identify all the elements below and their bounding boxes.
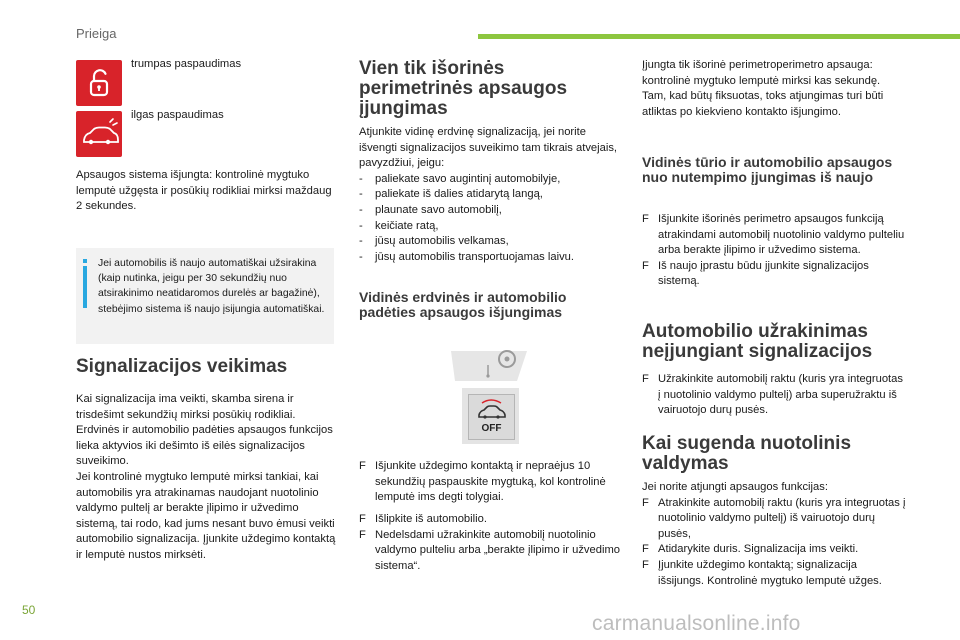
list-item: F Išjunkite išorinės perimetro apsaugos funkciją atrakindami automobilį nuotolinio valdymo pulteliu arba berakte įlipimo ir užvedimo sistema. [642, 213, 905, 257]
heading-alarm-operation: Signalizacijos veikimas [76, 356, 288, 377]
list-item: F Atidarykite duris. Signalizacija ims veikti. [642, 543, 859, 556]
list-item: F Nedelsdami užrakinkite automobilį nuotolinio valdymo pulteliu arba „berakte įlipimo ir užvedimo sistema“. [359, 528, 620, 572]
short-press-label: trumpas paspaudimas [131, 58, 242, 70]
heading-lock-without-alarm: Automobilio užrakinimas neįjungiant signalizacijos [642, 321, 873, 362]
info-icon [83, 259, 87, 311]
alarm-paragraph: Kai signalizacija ima veikti, skamba sirena ir trisdešimt sekundžių mirksi posūkių rodikliai. [76, 393, 296, 421]
heading-remote-failure: Kai sugenda nuotolinis valdymas [642, 433, 852, 474]
list-item: - keičiate ratą, [359, 219, 439, 232]
list-item: - jūsų automobilis velkamas, [359, 235, 509, 248]
list-item: F Išjunkite uždegimo kontaktą ir nepraėjus 10 sekundžių paspauskite mygtuką, kol kontrolinė lemputė ims degti tolygiai. [359, 460, 606, 504]
off-button-frame [462, 388, 519, 444]
list-item: F Įjunkite uždegimo kontaktą; signalizacija išsijungs. Kontrolinė mygtuko lemputė užges. [642, 558, 882, 587]
long-press-label: ilgas paspaudimas [131, 109, 224, 121]
list-item: F Užrakinkite automobilį raktu (kuris yra integruotas į nuotolinio valdymo pultelį) arba superužraktu iš vairuotojo durų pusės. [642, 373, 903, 417]
car-alarm-icon [76, 111, 122, 157]
alarm-off-button[interactable] [468, 394, 515, 440]
lock-list [642, 372, 906, 419]
alarm-paragraph: Jei kontrolinė mygtuko lemputė mirksi tankiai, kai automobilis yra atrakinamas naudojant nuotolinio valdymo pultelį ar berakte įlipimo ir užvedimo sistemą, tai rodo, kad jums nesant buvo ėmusi veikti automobilio signalizacija. Įjunkite uždegimo kontaktą ir lemputė nustos mirksėti. [76, 470, 336, 561]
list-item: - paliekate savo augintinį automobilyje, [359, 172, 561, 185]
car-alarm-icon [469, 395, 514, 423]
page-number: 50 [22, 603, 36, 617]
section-title: Prieiga [76, 26, 117, 41]
list-item: F Iš naujo įprastu būdu įjunkite signalizacijos sistemą. [642, 259, 869, 288]
alarm-paragraph: Erdvinės ir automobilio padėties apsaugos funkcijos lieka aktyvios iki dešimto iš eilės signalizacijos suveikimo. [76, 424, 333, 468]
watermark: carmanualsonline.info [592, 612, 801, 635]
list-item: F Atrakinkite automobilį raktu (kuris yra integruotas į nuotolinio valdymo pultelį) iš vairuotojo durų pusės, [642, 496, 906, 540]
steps-list-b [359, 512, 621, 574]
list-item: - jūsų automobilis transportuojamas laivu. [359, 250, 574, 263]
perimeter-intro: Atjunkite vidinę erdvinę signalizaciją, jei norite išvengti signalizacijos suveikimo tam tikrais atvejais, pavyzdžiui, jeigu: [359, 126, 618, 170]
fault-list [642, 496, 906, 590]
heading-perimeter-only: Vien tik išorinės perimetrinės apsaugos įjungimas [359, 58, 568, 119]
heading-volumetric-tilt-off: Vidinės erdvinės ir automobilio padėties apsaugos išjungimas [359, 289, 567, 320]
header-accent-line [478, 34, 960, 39]
alarm-off-paragraph: Apsaugos sistema išjungta: kontrolinė mygtuko lemputė užgęsta ir posūkių rodikliai mirksi maždaug 2 sekundes. [76, 169, 332, 213]
list-item: - plaunate savo automobilį, [359, 203, 502, 216]
info-box [76, 248, 334, 344]
list-item: F Išlipkite iš automobilio. [359, 513, 487, 525]
fault-intro: Jei norite atjungti apsaugos funkcijas: [642, 481, 828, 493]
list-item: - paliekate iš dalies atidarytą langą, [359, 188, 543, 201]
unlock-padlock-icon [76, 60, 122, 106]
steering-wheel-panel-icon [447, 345, 533, 385]
perimeter-status-paragraph: Tam, kad būtų fiksuotas, toks atjungimas turi būti atliktas po kiekvieno kontakto išjungimo. [642, 90, 884, 118]
off-label: OFF [481, 423, 502, 434]
situation-list [359, 172, 621, 266]
steps-list-a [359, 459, 621, 506]
reactivate-list [642, 212, 906, 290]
info-text: Jei automobilis iš naujo automatiškai užsirakina (kaip nutinka, jeigu per 30 sekundžių nuo atsirakinimo neatidaromos durelės ar bagažinė), stebėjimo sistema iš naujo įsijungia automatiškai. [98, 258, 325, 315]
heading-reactivate: Vidinės tūrio ir automobilio apsaugos nuo nutempimo įjungimas iš naujo [642, 154, 893, 185]
perimeter-status-paragraph: Įjungta tik išorinė perimetroperimetro apsauga: kontrolinė mygtuko lemputė mirksi kas sekundę. [642, 59, 881, 87]
